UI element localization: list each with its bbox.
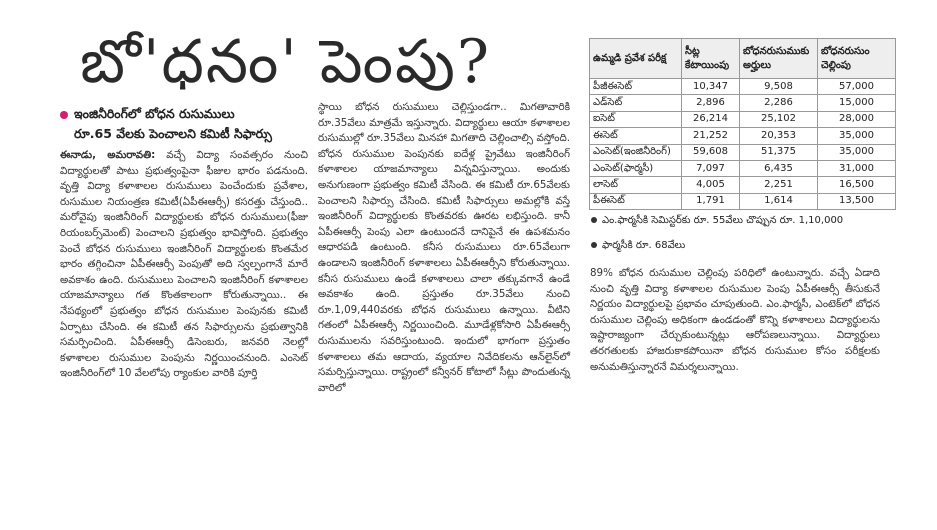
table-header: బోధనరుసుముకు అర్హులు xyxy=(740,39,818,79)
table-cell: 35,000 xyxy=(818,144,896,160)
table-row xyxy=(590,193,896,209)
table-cell: ఎడ్‌సెట్ xyxy=(590,95,682,111)
subheadline-line-2: రూ.65 వేలకు పెంచాలని కమిటీ సిఫార్సు xyxy=(74,126,272,141)
table-cell: 2,251 xyxy=(740,177,818,193)
table-header: ఉమ్మడి ప్రవేశ పరీక్ష xyxy=(590,39,682,79)
subheadline xyxy=(60,104,320,144)
column-1-text: వచ్చే విద్యా సంవత్సరం నుంచి విద్యార్థులతో పాటు ప్రభుత్వంపైనా ఫీజుల భారం పడనుంది. వృత్తి విద్యా కళాశాలల రుసుములు పెంచేందుకు ప్రవేశాల, రుసుముల నియంత్రణ కమిటీ(ఏపీఈఆర్సీ) కసరత్తు చేస్తుంది.. మరోవైపు ఇంజినీరింగ్ విద్యార్థులకు బోధన రుసుములు(ఫీజు రియంబర్స్‌మెంట్) పెంచాలని ప్రభుత్వం భావిస్తోంది. ప్రభుత్వం పెంచే బోధన రుసుములు ఇంజినీరింగ్ విద్యార్థులకు కొంతమేర భారం తగ్గించినా ఏపీఈఆర్సీ పెంపుతో అది స్వల్పంగానే మారే అవకాశం ఉంది. రుసుములు పెంచాలని ఇంజినీరింగ్ కళాశాలల యాజమాన్యాలు గత కొంతకాలంగా కోరుతున్నాయి.. ఈ నేపథ్యంలో ప్రభుత్వం బోధన రుసుముల పెంపునకు కమిటీ ఏర్పాటు చేసింది. ఈ కమిటీ తన సిఫార్సులను ప్రభుత్వానికి సమర్పించింది. ఏపీఈఆర్సీ డిసెంబరు, జనవరి నెలల్లో కళాశాలల రుసుముల పెంపును నిర్ణయించనుంది. ఎంసెట్ ఇంజినీరింగ్‌లో 10 వేలలోపు ర్యాంకుల వారికి పూర్తి xyxy=(60,149,308,380)
table-cell: లాసెట్ xyxy=(590,177,682,193)
table-cell: ఎంసెట్(ఫార్మసీ) xyxy=(590,160,682,176)
table-row xyxy=(590,160,896,176)
table-header: సీట్ల కేటాయింపు xyxy=(682,39,740,79)
table-note xyxy=(591,239,891,253)
page-headline: బో'ధనం' పెంపు? xyxy=(80,27,492,97)
table-cell: 1,791 xyxy=(682,193,740,209)
table-cell: ఎంసెట్(ఇంజినీరింగ్) xyxy=(590,144,682,160)
table-row xyxy=(590,79,896,95)
table-note xyxy=(591,214,891,228)
table-cell: 51,375 xyxy=(740,144,818,160)
note-text: ఎం.ఫార్మసీకి సెమిస్టర్‌కు రూ. 55వేలు చొప్పున రూ. 1,10,000 xyxy=(602,215,844,226)
note-text: ఫార్మసీకి రూ. 68వేలు xyxy=(602,240,686,251)
column-2-text: స్థాయి బోధన రుసుములు చెల్లిస్తుండగా.. మిగతావారికి రూ.35వేలు మాత్రమే ఇస్తున్నారు. విద్యార్థులు ఆయా కళాశాలల రుసుముల్లో రూ.35వేలు మినహా మిగతాది చెల్లించాల్సి వస్తోంది. బోధన రుసుముల పెంపునకు ఐదేళ్ల ప్రైవేటు ఇంజినీరింగ్ కళాశాలల యాజమాన్యాలు విన్నవిస్తున్నాయి. అందుకు అనుగుణంగా ప్రభుత్వం కమిటీ వేసింది. ఈ కమిటీ రూ.65వేలకు పెంచాలని సిఫార్సు చేసింది. కమిటీ సిఫార్సులు అమల్లోకి వస్తే ఇంజినీరింగ్ విద్యార్థులకు కొంతవరకు ఊరట లభిస్తుంది. కానీ ఏపీఈఆర్సీ పెంపు ఎలా ఉంటుందనే దానిపైనే ఈ ఉపశమనం ఆధారపడి ఉంటుంది. కనీస రుసుములు రూ.65వేలుగా ఉండాలని ఇంజినీరింగ్ కళాశాలలు ఏపీఈఆర్సీని కోరుతున్నాయి. కనీస రుసుములు ఉండే కళాశాలలు చాలా తక్కువగానే ఉండే అవకాశం ఉంది. ప్రస్తుతం రూ.35వేలు నుంచి రూ.1,09,440వరకు బోధన రుసుములు ఉన్నాయి. వీటిని గతంలో ఏపీఈఆర్సీ నిర్ణయించింది. మూడేళ్లకోసారి ఏపీఈఆర్సీ రుసుములను సవరిస్తుంటుంది. ఇందులో భాగంగా ప్రస్తుతం కళాశాలలు తమ ఆదాయ, వ్యయాల నివేదికలను ఆన్‌లైన్‌లో సమర్పిస్తున్నాయి. రాష్ట్రంలో కన్వీనర్ కోటాలో సీట్లు పొందుతున్న వారిలో xyxy=(318,101,570,394)
table-cell: 59,608 xyxy=(682,144,740,160)
bullet-icon xyxy=(591,242,597,248)
table-cell: 9,508 xyxy=(740,79,818,95)
article-column-3 xyxy=(590,266,880,376)
table-cell: 20,353 xyxy=(740,128,818,144)
article-column-2 xyxy=(318,100,570,394)
table-row xyxy=(590,128,896,144)
table-cell: 35,000 xyxy=(818,128,896,144)
table-cell: పీజీఈసెట్ xyxy=(590,79,682,95)
table-cell: 4,005 xyxy=(682,177,740,193)
table-cell: 21,252 xyxy=(682,128,740,144)
table-row xyxy=(590,144,896,160)
table-row xyxy=(590,111,896,127)
table-cell: ఐసెట్ xyxy=(590,111,682,127)
table-cell: 26,214 xyxy=(682,111,740,127)
table-cell: 2,286 xyxy=(740,95,818,111)
table-header: బోధనరుసుం చెల్లింపు xyxy=(818,39,896,79)
table-notes xyxy=(591,214,891,264)
table-row xyxy=(590,177,896,193)
dateline: ఈనాడు, అమరావతి: xyxy=(60,149,156,161)
bullet-icon xyxy=(591,217,597,223)
table-cell: 57,000 xyxy=(818,79,896,95)
table-cell: 10,347 xyxy=(682,79,740,95)
table-row xyxy=(590,95,896,111)
table-cell: 28,000 xyxy=(818,111,896,127)
table-cell: 31,000 xyxy=(818,160,896,176)
table-cell: 7,097 xyxy=(682,160,740,176)
table-cell: 2,896 xyxy=(682,95,740,111)
table-cell: 1,614 xyxy=(740,193,818,209)
table-cell: 13,500 xyxy=(818,193,896,209)
column-3-text: 89% బోధన రుసుముల చెల్లింపు పరిధిలో ఉంటున్నారు. వచ్చే ఏడాది నుంచి వృత్తి విద్యా కళాశాలల రుసుముల పెంపు ఏపీఈఆర్సీ తీసుకునే నిర్ణయం విద్యార్థులపై ప్రభావం చూపుతుంది. ఎం.ఫార్మసీ, ఎంటెక్‌లో బోధన రుసుముల చెల్లింపు అధికంగా ఉండడంతో కొన్ని కళాశాలలు విద్యార్థులను ఇష్టారాజ్యంగా చేర్చుకుంటున్నట్లు ఆరోపణలున్నాయి. విద్యార్థులు తరగతులకు హాజరుకాకపోయినా బోధన రుసుముల కోసం పరీక్షలకు అనుమతిస్తున్నారనే విమర్శలున్నాయి. xyxy=(590,267,880,373)
table-header-row xyxy=(590,39,896,79)
table-cell: 6,435 xyxy=(740,160,818,176)
subheadline-line-1: ఇంజినీరింగ్‌లో బోధన రుసుములు xyxy=(74,106,235,121)
fee-table xyxy=(589,38,896,210)
table-cell: పీఈసెట్ xyxy=(590,193,682,209)
table-cell: ఈసెట్ xyxy=(590,128,682,144)
table-cell: 25,102 xyxy=(740,111,818,127)
article-column-1 xyxy=(60,148,308,384)
bullet-icon xyxy=(60,111,68,119)
table-cell: 16,500 xyxy=(818,177,896,193)
table-cell: 15,000 xyxy=(818,95,896,111)
